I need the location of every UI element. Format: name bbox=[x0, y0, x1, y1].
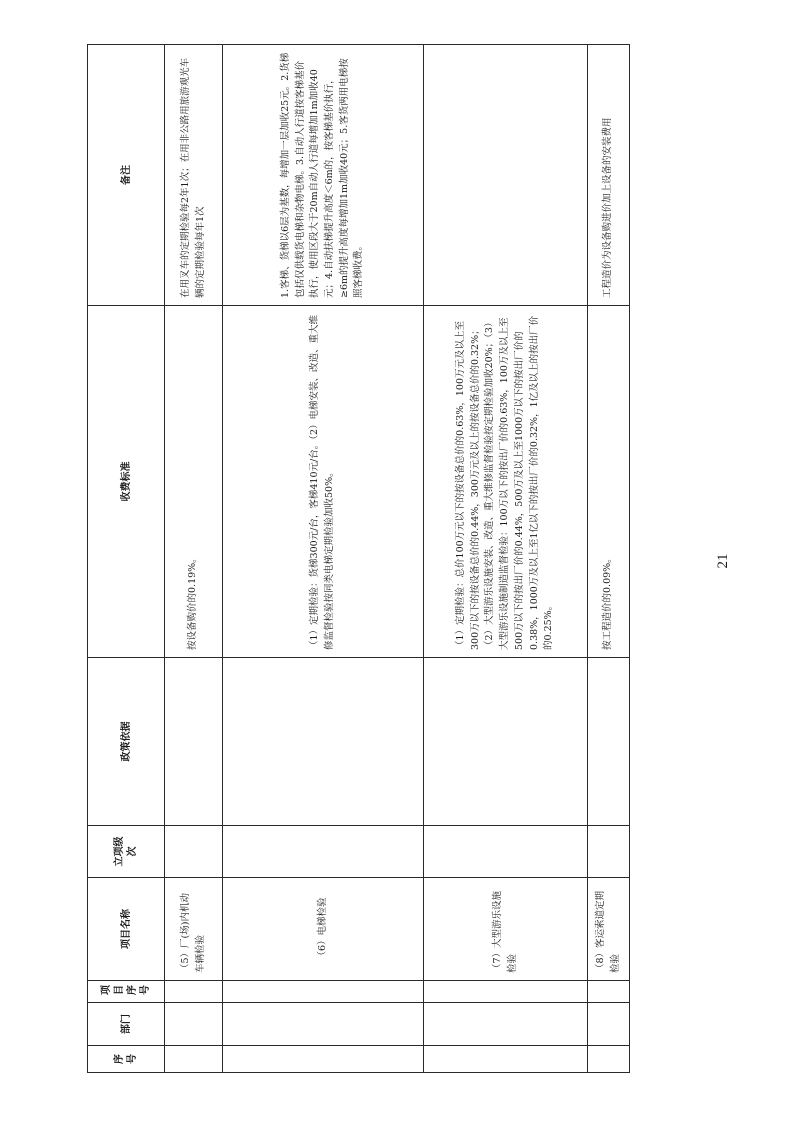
cell-remark: 在用叉车的定期检验每2年1次；在用非公路用旅游观光车辆的定期检验每年1次 bbox=[165, 45, 223, 306]
cell-dept bbox=[588, 1003, 630, 1046]
cell-item-name: （6）电梯检验 bbox=[223, 878, 424, 981]
cell-seq bbox=[424, 1046, 588, 1073]
header-item-name: 项目名称 bbox=[88, 878, 165, 981]
cell-remark: 工程造价为设备购进价加上设备的安装费用 bbox=[588, 45, 630, 306]
header-dept: 部门 bbox=[88, 1003, 165, 1046]
cell-dept bbox=[165, 1003, 223, 1046]
cell-item-seq bbox=[588, 981, 630, 1003]
rotated-table-container bbox=[87, 45, 629, 1073]
cell-level bbox=[588, 826, 630, 878]
cell-policy bbox=[223, 658, 424, 826]
cell-item-name: （8）客运索道定期检验 bbox=[588, 878, 630, 981]
cell-dept bbox=[223, 1003, 424, 1046]
cell-remark: 1.客梯、货梯以6层为基数，每增加一层加收25元。2.货梯包括仅供载货电梯和杂物电梯。3.自动人行道按客梯基价执行，使用区段大于20m自动人行道每增加1m加收40元；4.自动扶梯提升高度＜6m的，按客梯基价执行，≥6m的提升高度每增加1m加收40元；5.客货两用电梯按照客梯收费。 bbox=[223, 45, 424, 306]
cell-item-name: （5）厂(场)内机动车辆检验 bbox=[165, 878, 223, 981]
cell-standard: 按工程造价的0.09%。 bbox=[588, 306, 630, 658]
table-row bbox=[165, 45, 223, 1073]
cell-item-seq bbox=[165, 981, 223, 1003]
cell-level bbox=[223, 826, 424, 878]
header-standard: 收费标准 bbox=[88, 306, 165, 658]
cell-dept bbox=[424, 1003, 588, 1046]
cell-level bbox=[165, 826, 223, 878]
header-item-seq: 项目序号 bbox=[88, 981, 165, 1003]
header-level: 立项级次 bbox=[88, 826, 165, 878]
header-remark: 备注 bbox=[88, 45, 165, 306]
table-row bbox=[223, 45, 424, 1073]
cell-standard: （1）定期检验：总价100万元以下的按设备总价的0.63%，100万元及以上至300万以下的按设备总价的0.44%，300万元及以上的按设备总价的0.32%；（2）大型游乐设施安装、改造、重大维修监督检验按定期检验加收20%；（3）大型游乐设施制造监督检验：100万以下的按出厂价的0.63%，100万及以上至500万以下的按出厂价的0.44%，500万及以上至1000万以下的按出厂价的0.38%，1000万及以上至1亿以下的按出厂价的0.32%，1亿及以上的按出厂价的0.25%。 bbox=[424, 306, 588, 658]
cell-policy bbox=[588, 658, 630, 826]
header-seq: 序号 bbox=[88, 1046, 165, 1073]
fee-standard-table bbox=[87, 44, 630, 1073]
cell-remark bbox=[424, 45, 588, 306]
cell-seq bbox=[588, 1046, 630, 1073]
table-row bbox=[424, 45, 588, 1073]
cell-item-seq bbox=[223, 981, 424, 1003]
cell-standard: （1）定期检验：货梯300元/台，客梯410元/台。（2）电梯安装、改造、重大维修监督检验按同类电梯定期检验加收50%。 bbox=[223, 306, 424, 658]
cell-policy bbox=[165, 658, 223, 826]
table-header-row bbox=[88, 45, 165, 1073]
cell-seq bbox=[223, 1046, 424, 1073]
cell-standard: 按设备购价的0.19%。 bbox=[165, 306, 223, 658]
cell-level bbox=[424, 826, 588, 878]
page-number: 21 bbox=[715, 553, 731, 569]
cell-policy bbox=[424, 658, 588, 826]
table-row bbox=[588, 45, 630, 1073]
cell-item-name: （7）大型游乐设施检验 bbox=[424, 878, 588, 981]
header-policy: 政策依据 bbox=[88, 658, 165, 826]
cell-item-seq bbox=[424, 981, 588, 1003]
cell-seq bbox=[165, 1046, 223, 1073]
